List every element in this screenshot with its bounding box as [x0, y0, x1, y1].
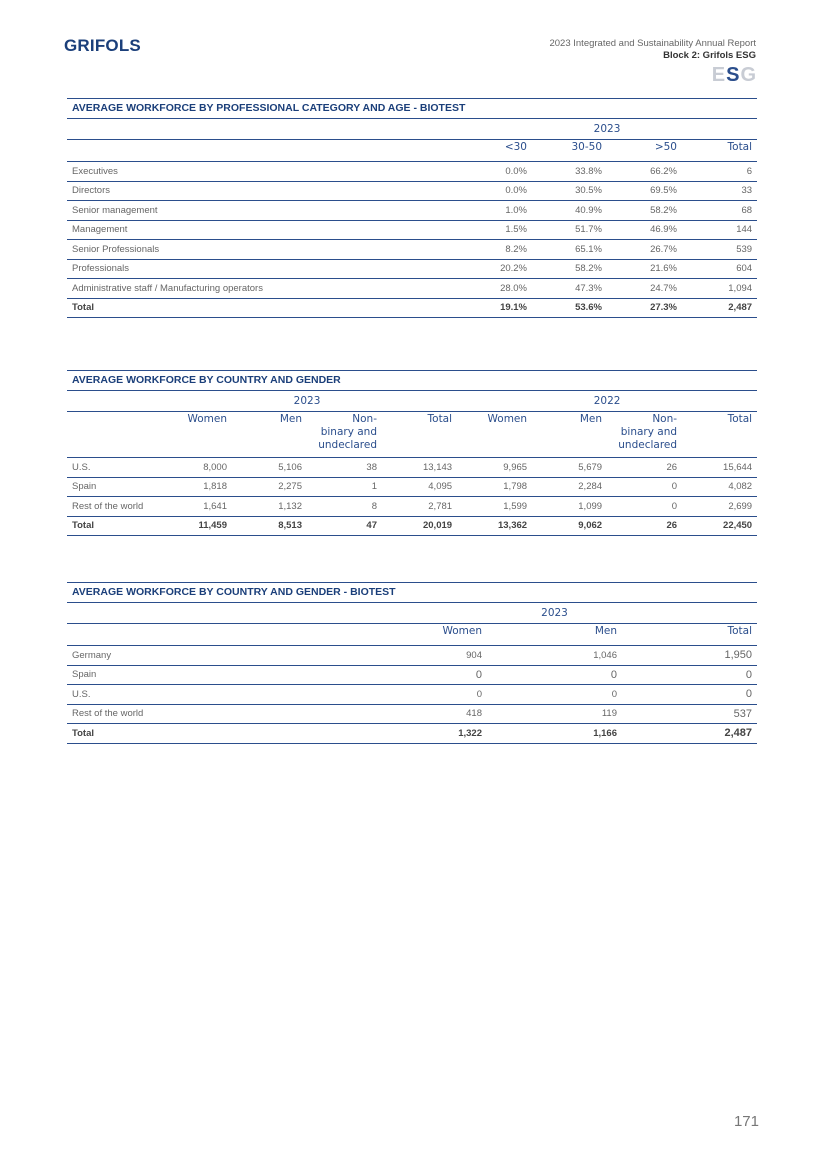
cell: 0	[622, 685, 757, 705]
cell: 26	[607, 516, 682, 536]
cell: 904	[352, 646, 487, 666]
cell: 1,132	[232, 497, 307, 517]
cell: 1,322	[352, 724, 487, 744]
cell: 1,099	[532, 497, 607, 517]
cell: 13,362	[457, 516, 532, 536]
col-header: Total	[622, 624, 757, 646]
esg-e: E	[711, 64, 727, 86]
cell: 13,143	[382, 458, 457, 478]
cell: 5,106	[232, 458, 307, 478]
table-row	[67, 665, 757, 685]
row-label: Directors	[67, 181, 457, 201]
cell: 51.7%	[532, 220, 607, 240]
row-label: Total	[67, 516, 157, 536]
total-row	[67, 724, 757, 744]
cell: 1,818	[157, 477, 232, 497]
year-header: 2023	[157, 391, 457, 412]
grifols-logo: GRIFOLS	[64, 36, 141, 55]
esg-s: S	[726, 64, 741, 86]
total-row	[67, 516, 757, 536]
table-workforce-category-age	[67, 98, 757, 318]
table-row	[67, 497, 757, 517]
header-line: undeclared	[618, 439, 678, 451]
cell: 8	[307, 497, 382, 517]
cell: 2,781	[382, 497, 457, 517]
cell: 0	[352, 665, 487, 685]
cell: 9,062	[532, 516, 607, 536]
row-label: Total	[67, 724, 352, 744]
cell: 0.0%	[457, 162, 532, 182]
block-title: Block 2: Grifols ESG	[663, 50, 756, 61]
cell: 0	[352, 685, 487, 705]
cell: 68	[682, 201, 757, 221]
col-header: Women	[457, 412, 532, 458]
cell: 24.7%	[607, 279, 682, 299]
cell: 0	[487, 685, 622, 705]
table-workforce-country-gender	[67, 370, 757, 536]
row-label: Rest of the world	[67, 497, 157, 517]
cell: 65.1%	[532, 240, 607, 260]
row-label: Executives	[67, 162, 457, 182]
col-header-nonbinary	[607, 412, 682, 458]
cell: 1,094	[682, 279, 757, 299]
col-header: Men	[232, 412, 307, 458]
cell: 8,513	[232, 516, 307, 536]
cell: 69.5%	[607, 181, 682, 201]
blank-cell	[67, 119, 457, 140]
cell: 2,275	[232, 477, 307, 497]
col-header: <30	[457, 140, 532, 162]
cell: 47.3%	[532, 279, 607, 299]
col-header: 30-50	[532, 140, 607, 162]
blank-cell	[67, 624, 352, 646]
cell: 47	[307, 516, 382, 536]
cell: 1,641	[157, 497, 232, 517]
cell: 5,679	[532, 458, 607, 478]
cell: 2,487	[682, 298, 757, 318]
row-label: Spain	[67, 665, 352, 685]
cell: 28.0%	[457, 279, 532, 299]
cell: 27.3%	[607, 298, 682, 318]
row-label: Spain	[67, 477, 157, 497]
cell: 26.7%	[607, 240, 682, 260]
blank-cell	[67, 412, 157, 458]
row-label: Senior Professionals	[67, 240, 457, 260]
cell: 1,950	[622, 646, 757, 666]
year-header: 2022	[457, 391, 757, 412]
cell: 58.2%	[607, 201, 682, 221]
report-title: 2023 Integrated and Sustainability Annual Report	[549, 38, 756, 49]
cell: 2,284	[532, 477, 607, 497]
header-line: Non-	[352, 413, 377, 425]
table-row	[67, 181, 757, 201]
col-header: >50	[607, 140, 682, 162]
table-row	[67, 704, 757, 724]
esg-g: G	[740, 64, 757, 86]
cell: 1,046	[487, 646, 622, 666]
table-title: AVERAGE WORKFORCE BY PROFESSIONAL CATEGORY AND AGE - BIOTEST	[67, 98, 757, 119]
row-label: U.S.	[67, 685, 352, 705]
cell: 4,082	[682, 477, 757, 497]
cell: 0	[607, 497, 682, 517]
col-header: Total	[382, 412, 457, 458]
esg-mark	[712, 64, 757, 87]
cell: 21.6%	[607, 259, 682, 279]
cell: 0	[487, 665, 622, 685]
cell: 418	[352, 704, 487, 724]
cell: 20,019	[382, 516, 457, 536]
cell: 40.9%	[532, 201, 607, 221]
cell: 1.5%	[457, 220, 532, 240]
table-row	[67, 646, 757, 666]
year-header: 2023	[352, 603, 757, 624]
cell: 144	[682, 220, 757, 240]
cell: 1,166	[487, 724, 622, 744]
row-label: Management	[67, 220, 457, 240]
col-header: Women	[157, 412, 232, 458]
cell: 0	[607, 477, 682, 497]
cell: 0	[622, 665, 757, 685]
cell: 4,095	[382, 477, 457, 497]
total-row	[67, 298, 757, 318]
cell: 2,487	[622, 724, 757, 744]
cell: 46.9%	[607, 220, 682, 240]
cell: 8,000	[157, 458, 232, 478]
cell: 537	[622, 704, 757, 724]
cell: 19.1%	[457, 298, 532, 318]
cell: 539	[682, 240, 757, 260]
col-header: Women	[352, 624, 487, 646]
row-label: Rest of the world	[67, 704, 352, 724]
table-row	[67, 259, 757, 279]
year-header: 2023	[457, 119, 757, 140]
cell: 58.2%	[532, 259, 607, 279]
header-line: binary and	[620, 426, 678, 438]
cell: 26	[607, 458, 682, 478]
cell: 15,644	[682, 458, 757, 478]
cell: 38	[307, 458, 382, 478]
row-label: Germany	[67, 646, 352, 666]
cell: 9,965	[457, 458, 532, 478]
cell: 0.0%	[457, 181, 532, 201]
table-row	[67, 685, 757, 705]
row-label: U.S.	[67, 458, 157, 478]
col-header: Men	[487, 624, 622, 646]
cell: 1,599	[457, 497, 532, 517]
cell: 30.5%	[532, 181, 607, 201]
report-header	[549, 38, 756, 62]
cell: 6	[682, 162, 757, 182]
blank-cell	[67, 391, 157, 412]
blank-cell	[67, 603, 352, 624]
table-row	[67, 201, 757, 221]
row-label: Administrative staff / Manufacturing operators	[67, 279, 457, 299]
cell: 33	[682, 181, 757, 201]
cell: 1.0%	[457, 201, 532, 221]
row-label: Total	[67, 298, 457, 318]
col-header: Men	[532, 412, 607, 458]
cell: 20.2%	[457, 259, 532, 279]
row-label: Professionals	[67, 259, 457, 279]
table-row	[67, 162, 757, 182]
cell: 11,459	[157, 516, 232, 536]
col-header-nonbinary	[307, 412, 382, 458]
header-line: Non-	[652, 413, 678, 425]
cell: 2,699	[682, 497, 757, 517]
table-row	[67, 458, 757, 478]
table-row	[67, 477, 757, 497]
cell: 66.2%	[607, 162, 682, 182]
table-row	[67, 240, 757, 260]
cell: 119	[487, 704, 622, 724]
cell: 53.6%	[532, 298, 607, 318]
table-workforce-country-gender-biotest	[67, 582, 757, 744]
cell: 1,798	[457, 477, 532, 497]
page-number: 171	[733, 1113, 759, 1130]
cell: 8.2%	[457, 240, 532, 260]
col-header: Total	[682, 412, 757, 458]
row-label: Senior management	[67, 201, 457, 221]
table-row	[67, 279, 757, 299]
header-line: undeclared	[318, 439, 377, 451]
header-line: binary and	[320, 426, 377, 438]
table-row	[67, 220, 757, 240]
cell: 33.8%	[532, 162, 607, 182]
cell: 22,450	[682, 516, 757, 536]
col-header: Total	[682, 140, 757, 162]
table-title: AVERAGE WORKFORCE BY COUNTRY AND GENDER	[67, 370, 757, 391]
blank-cell	[67, 140, 457, 162]
cell: 604	[682, 259, 757, 279]
cell: 1	[307, 477, 382, 497]
table-title: AVERAGE WORKFORCE BY COUNTRY AND GENDER - BIOTEST	[67, 582, 757, 603]
